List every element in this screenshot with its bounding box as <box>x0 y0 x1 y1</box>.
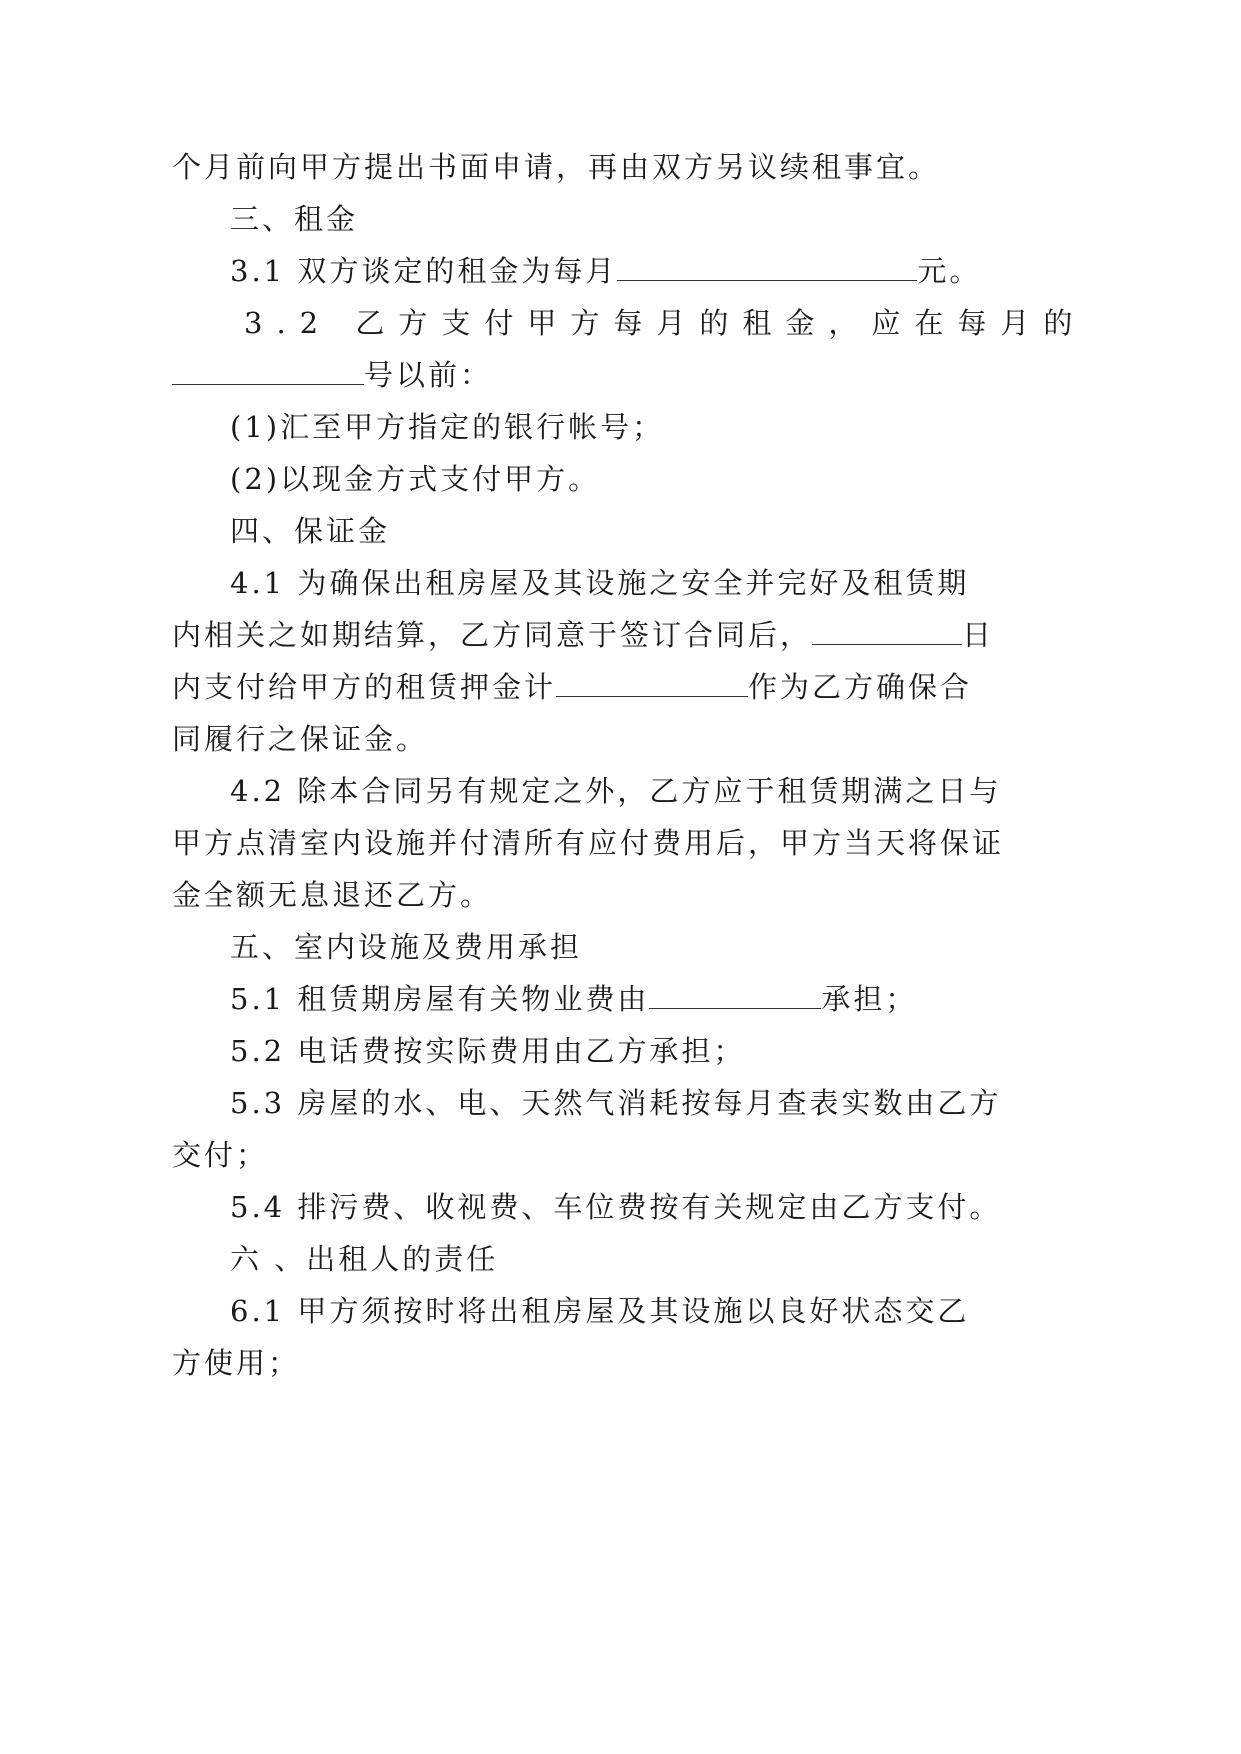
text-line: 甲方点清室内设施并付清所有应付费用后，甲方当天将保证 <box>172 826 1005 860</box>
text-line: 3.2 乙方支付甲方每月的租金，应在每月的 <box>244 306 1087 340</box>
line-text: 承担； <box>821 982 918 1016</box>
text-line: 5.2 电话费按实际费用由乙方承担； <box>230 1034 746 1068</box>
line-text: 内支付给甲方的租赁押金计 <box>172 670 557 704</box>
text-line: 4.1 为确保出租房屋及其设施之安全并完好及租赁期 <box>230 566 970 600</box>
fill-in-blank <box>812 618 962 645</box>
text-line: 5.3 房屋的水、电、天然气消耗按每月查表实数由乙方 <box>230 1086 1002 1120</box>
fill-in-blank <box>649 982 821 1009</box>
text-line <box>172 667 972 707</box>
line-text: 作为乙方确保合 <box>748 670 973 704</box>
text-line <box>172 615 994 655</box>
line-text: 5.1 租赁期房屋有关物业费由 <box>230 982 650 1016</box>
line-text: 元。 <box>917 254 982 288</box>
text-line: 交付； <box>172 1138 269 1172</box>
text-line <box>230 251 981 291</box>
fill-in-blank <box>617 254 917 281</box>
text-line <box>230 979 917 1019</box>
section-heading: 三、租金 <box>230 202 359 236</box>
line-text: 号以前： <box>364 358 493 392</box>
text-line: 方使用； <box>172 1346 301 1380</box>
section-heading: 四、保证金 <box>230 514 391 548</box>
line-text: 日 <box>962 618 995 652</box>
text-line: 金全额无息退还乙方。 <box>172 878 493 912</box>
text-line: 5.4 排污费、收视费、车位费按有关规定由乙方支付。 <box>230 1190 1002 1224</box>
text-line: 个月前向甲方提出书面申请，再由双方另议续租事宜。 <box>172 150 941 184</box>
list-item: (1)汇至甲方指定的银行帐号； <box>230 410 665 444</box>
section-heading: 六 、出租人的责任 <box>230 1242 499 1276</box>
text-line: 6.1 甲方须按时将出租房屋及其设施以良好状态交乙 <box>230 1294 970 1328</box>
list-item: (2)以现金方式支付甲方。 <box>230 462 601 496</box>
text-line: 4.2 除本合同另有规定之外，乙方应于租赁期满之日与 <box>230 774 1002 808</box>
line-text: 内相关之如期结算，乙方同意于签订合同后， <box>172 618 813 652</box>
text-line: 同履行之保证金。 <box>172 722 429 756</box>
line-text: 3.1 双方谈定的租金为每月 <box>230 254 618 288</box>
text-line <box>172 355 492 395</box>
fill-in-blank <box>556 670 748 697</box>
fill-in-blank <box>172 358 364 385</box>
section-heading: 五、室内设施及费用承担 <box>230 930 583 964</box>
